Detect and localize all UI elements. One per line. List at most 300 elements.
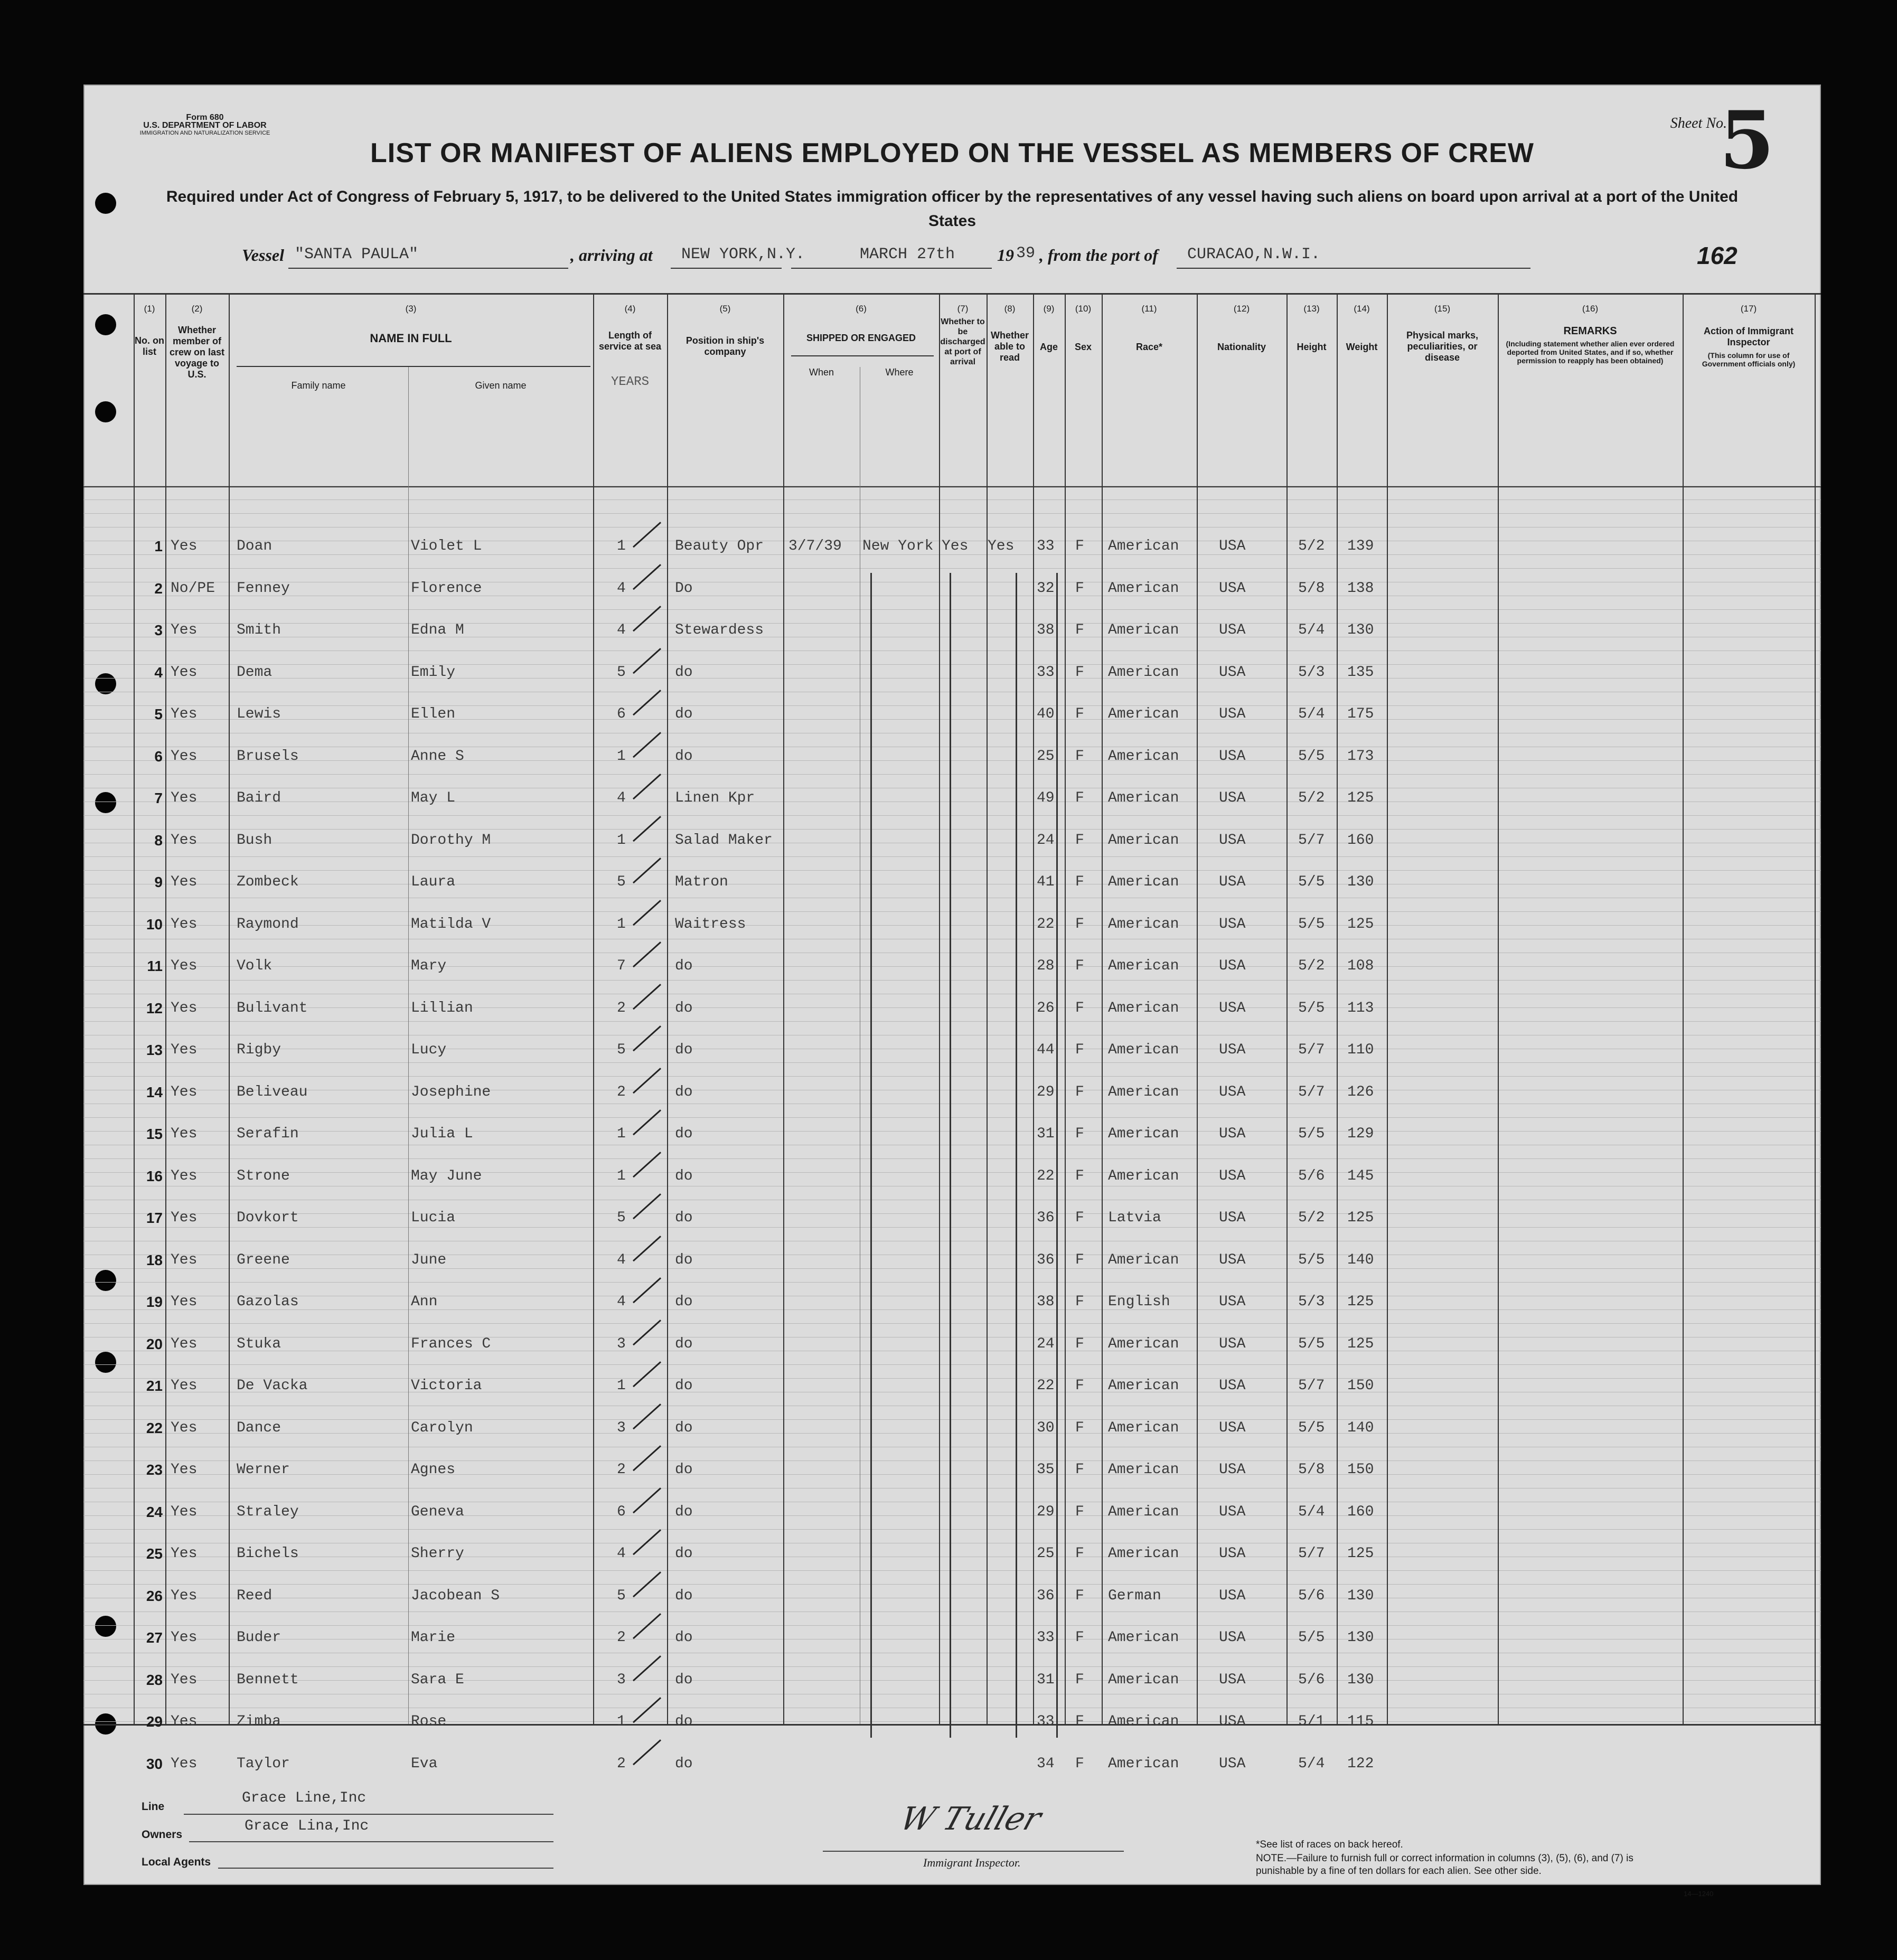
race: American: [1108, 538, 1179, 554]
header-crew-last-voyage: Whether member of crew on last voyage to U.S.: [169, 325, 225, 380]
column-number: (4): [624, 304, 636, 314]
column-number: (13): [1303, 304, 1320, 314]
height: 5/5: [1298, 748, 1325, 765]
age: 25: [1037, 748, 1055, 765]
column-number: (2): [191, 304, 203, 314]
given-name: Julia L: [411, 1126, 473, 1142]
given-name: Anne S: [411, 748, 464, 765]
check-mark: [633, 732, 661, 758]
owners-value: Grace Lina,Inc: [245, 1818, 369, 1834]
check-mark: [633, 774, 661, 799]
nationality: USA: [1219, 1167, 1246, 1184]
weight: 115: [1347, 1713, 1374, 1730]
family-name: Straley: [237, 1503, 299, 1520]
position: Do: [675, 580, 693, 597]
race: American: [1108, 1755, 1179, 1772]
row-number: 2: [154, 580, 163, 597]
nationality: USA: [1219, 748, 1246, 765]
length-of-service: 2: [617, 1462, 626, 1478]
family-name: Strone: [237, 1167, 290, 1184]
length-of-service: 7: [617, 958, 626, 974]
year-suffix: 39: [1016, 244, 1036, 262]
position: do: [675, 1755, 693, 1772]
weight: 130: [1347, 622, 1374, 638]
row-number: 18: [146, 1251, 163, 1268]
length-of-service: 3: [617, 1419, 626, 1436]
page-number: 162: [1697, 242, 1738, 269]
table-row: [83, 1533, 1821, 1575]
header-discharged: Whether to be discharged at port of arrival: [940, 317, 985, 366]
position: Matron: [675, 874, 728, 890]
table-row: [83, 1155, 1821, 1197]
family-name: Zombeck: [237, 874, 299, 890]
sex: F: [1075, 1462, 1084, 1478]
inspector-label: Immigrant Inspector.: [923, 1856, 1021, 1869]
row-number: 24: [146, 1503, 163, 1520]
nationality: USA: [1219, 1546, 1246, 1562]
race: American: [1108, 1671, 1179, 1688]
length-of-service: 5: [617, 1587, 626, 1604]
family-name: Werner: [237, 1462, 290, 1478]
able-to-read: Yes: [988, 538, 1015, 554]
given-name: Carolyn: [411, 1419, 473, 1436]
crew-last-voyage: Yes: [171, 664, 198, 681]
given-name: Florence: [411, 580, 482, 597]
given-name: Laura: [411, 874, 456, 890]
length-of-service: 1: [617, 916, 626, 932]
nationality: USA: [1219, 1126, 1246, 1142]
nationality: USA: [1219, 1335, 1246, 1352]
age: 36: [1037, 1587, 1055, 1604]
nationality: USA: [1219, 916, 1246, 932]
weight: 145: [1347, 1167, 1374, 1184]
age: 33: [1037, 664, 1055, 681]
sex: F: [1075, 832, 1084, 849]
check-mark: [633, 1655, 661, 1681]
given-name: Sherry: [411, 1546, 464, 1562]
from-port: CURACAO,N.W.I.: [1187, 246, 1321, 263]
table-row: [83, 568, 1821, 609]
header-nationality: Nationality: [1217, 342, 1266, 352]
given-name: Josephine: [411, 1083, 491, 1100]
family-name: Serafin: [237, 1126, 299, 1142]
given-name: Lucia: [411, 1210, 456, 1226]
table-row: [83, 1365, 1821, 1407]
table-row: [83, 819, 1821, 861]
crew-last-voyage: Yes: [171, 1083, 198, 1100]
age: 35: [1037, 1462, 1055, 1478]
position: do: [675, 748, 693, 765]
header-position: Position in ship's company: [685, 335, 765, 357]
table-row: [83, 861, 1821, 903]
age: 36: [1037, 1251, 1055, 1268]
sex: F: [1075, 958, 1084, 974]
column-number: (15): [1434, 304, 1451, 314]
header-sex: Sex: [1074, 342, 1092, 352]
nationality: USA: [1219, 1042, 1246, 1058]
weight: 125: [1347, 790, 1374, 806]
family-name: Bulivant: [237, 1000, 308, 1016]
race: American: [1108, 1713, 1179, 1730]
crew-last-voyage: Yes: [171, 1755, 198, 1772]
family-name: Bennett: [237, 1671, 299, 1688]
table-row: [83, 945, 1821, 987]
height: 5/8: [1298, 1462, 1325, 1478]
age: 38: [1037, 1294, 1055, 1310]
given-name: Jacobean S: [411, 1587, 500, 1604]
table-row: [83, 1281, 1821, 1323]
given-name: Lillian: [411, 1000, 473, 1016]
length-of-service: 1: [617, 1126, 626, 1142]
weight: 125: [1347, 916, 1374, 932]
crew-last-voyage: Yes: [171, 874, 198, 890]
position: do: [675, 1294, 693, 1310]
nationality: USA: [1219, 622, 1246, 638]
nationality: USA: [1219, 874, 1246, 890]
position: Linen Kpr: [675, 790, 755, 806]
nationality: USA: [1219, 706, 1246, 722]
height: 5/7: [1298, 1083, 1325, 1100]
length-of-service: 4: [617, 1294, 626, 1310]
row-number: 26: [146, 1587, 163, 1604]
nationality: USA: [1219, 958, 1246, 974]
given-name: Victoria: [411, 1378, 482, 1394]
table-row: [83, 1407, 1821, 1449]
sex: F: [1075, 1755, 1084, 1772]
table-row: [83, 1029, 1821, 1071]
given-name: May June: [411, 1167, 482, 1184]
family-name: Fenney: [237, 580, 290, 597]
weight: 138: [1347, 580, 1374, 597]
crew-last-voyage: Yes: [171, 1167, 198, 1184]
line-value: Grace Line,Inc: [242, 1790, 367, 1806]
weight: 173: [1347, 748, 1374, 765]
sex: F: [1075, 1042, 1084, 1058]
page-title: LIST OR MANIFEST OF ALIENS EMPLOYED ON THE VESSEL AS MEMBERS OF CREW: [370, 138, 1534, 168]
sex: F: [1075, 580, 1084, 597]
age: 22: [1037, 1378, 1055, 1394]
column-number: (11): [1141, 304, 1157, 314]
age: 41: [1037, 874, 1055, 890]
column-number: (14): [1354, 304, 1370, 314]
height: 5/5: [1298, 1419, 1325, 1436]
race: American: [1108, 1126, 1179, 1142]
header-where: Where: [885, 367, 914, 378]
row-number: 7: [154, 790, 163, 806]
crew-last-voyage: Yes: [171, 1587, 198, 1604]
check-mark: [633, 1236, 661, 1261]
row-number: 28: [146, 1671, 163, 1688]
family-name: Taylor: [237, 1755, 290, 1772]
position: do: [675, 1042, 693, 1058]
row-number: 23: [146, 1462, 163, 1478]
weight: 175: [1347, 706, 1374, 722]
check-mark: [633, 1571, 661, 1597]
nationality: USA: [1219, 1419, 1246, 1436]
ditto-line: [1016, 573, 1017, 1738]
age: 29: [1037, 1083, 1055, 1100]
position: do: [675, 1503, 693, 1520]
header-physical-marks: Physical marks, peculiarities, or disease: [1406, 330, 1479, 363]
position: do: [675, 1462, 693, 1478]
position: do: [675, 958, 693, 974]
height: 5/2: [1298, 538, 1325, 554]
sex: F: [1075, 706, 1084, 722]
family-name: Doan: [237, 538, 273, 554]
table-row: [83, 736, 1821, 777]
crew-last-voyage: Yes: [171, 1378, 198, 1394]
header-when: When: [809, 367, 834, 378]
table-row: [83, 1239, 1821, 1281]
crew-last-voyage: Yes: [171, 1629, 198, 1646]
height: 5/5: [1298, 1251, 1325, 1268]
position: Stewardess: [675, 622, 764, 638]
length-of-service: 5: [617, 1210, 626, 1226]
nationality: USA: [1219, 1503, 1246, 1520]
sex: F: [1075, 1126, 1084, 1142]
ditto-line: [1056, 573, 1058, 1738]
crew-last-voyage: Yes: [171, 832, 198, 849]
family-name: Gazolas: [237, 1294, 299, 1310]
given-name: Marie: [411, 1629, 456, 1646]
check-mark: [633, 941, 661, 967]
sex: F: [1075, 874, 1084, 890]
race: American: [1108, 916, 1179, 932]
given-name: Emily: [411, 664, 456, 681]
column-number: (7): [957, 304, 969, 314]
family-name: Lewis: [237, 706, 281, 722]
table-row: [83, 1617, 1821, 1659]
position: do: [675, 1546, 693, 1562]
height: 5/5: [1298, 1000, 1325, 1016]
line-label: Line: [142, 1801, 165, 1813]
department-header: [126, 114, 284, 137]
race: American: [1108, 1503, 1179, 1520]
column-number: (12): [1233, 304, 1250, 314]
check-mark: [633, 1109, 661, 1135]
check-mark: [633, 1613, 661, 1639]
sheet-number: 5: [1719, 94, 1774, 187]
weight: 130: [1347, 874, 1374, 890]
column-number: (9): [1043, 304, 1055, 314]
race: American: [1108, 958, 1179, 974]
column-number: (6): [856, 304, 867, 314]
given-name: Agnes: [411, 1462, 456, 1478]
position: Waitress: [675, 916, 746, 932]
vessel-label: Vessel: [242, 246, 284, 265]
check-mark: [633, 1697, 661, 1723]
age: 30: [1037, 1419, 1055, 1436]
given-name: Violet L: [411, 538, 482, 554]
crew-last-voyage: Yes: [171, 1462, 198, 1478]
age: 44: [1037, 1042, 1055, 1058]
row-number: 10: [146, 916, 163, 932]
length-of-service: 1: [617, 748, 626, 765]
table-row: [83, 1323, 1821, 1365]
column-number: (3): [405, 304, 417, 314]
family-name: Stuka: [237, 1335, 281, 1352]
given-name: May L: [411, 790, 456, 806]
nationality: USA: [1219, 1462, 1246, 1478]
given-name: Ann: [411, 1294, 438, 1310]
family-name: Baird: [237, 790, 281, 806]
weight: 160: [1347, 1503, 1374, 1520]
height: 5/7: [1298, 1546, 1325, 1562]
race: American: [1108, 1083, 1179, 1100]
race: American: [1108, 790, 1179, 806]
arriving-date: MARCH 27th: [860, 246, 955, 263]
family-name: Dema: [237, 664, 273, 681]
table-row: [83, 1491, 1821, 1533]
row-number: 17: [146, 1210, 163, 1226]
row-number: 9: [154, 874, 163, 890]
row-number: 5: [154, 706, 163, 722]
header-length-of-service: Length of service at sea: [598, 330, 662, 352]
height: 5/5: [1298, 1335, 1325, 1352]
weight: 140: [1347, 1419, 1374, 1436]
given-name: Edna M: [411, 622, 464, 638]
table-row: [83, 1197, 1821, 1239]
sex: F: [1075, 1671, 1084, 1688]
weight: 130: [1347, 1629, 1374, 1646]
table-row: [83, 652, 1821, 693]
nationality: USA: [1219, 1671, 1246, 1688]
table-row: [83, 1113, 1821, 1155]
length-of-service: 6: [617, 1503, 626, 1520]
age: 29: [1037, 1503, 1055, 1520]
race: American: [1108, 748, 1179, 765]
weight: 110: [1347, 1042, 1374, 1058]
check-mark: [633, 1529, 661, 1555]
crew-last-voyage: Yes: [171, 1546, 198, 1562]
from-label: , from the port of: [1039, 246, 1158, 265]
length-of-service: 4: [617, 1546, 626, 1562]
height: 5/5: [1298, 1629, 1325, 1646]
nationality: USA: [1219, 1587, 1246, 1604]
length-of-service: 4: [617, 790, 626, 806]
given-name: Matilda V: [411, 916, 491, 932]
position: do: [675, 1629, 693, 1646]
sex: F: [1075, 1503, 1084, 1520]
height: 5/2: [1298, 958, 1325, 974]
family-name: Raymond: [237, 916, 299, 932]
age: 49: [1037, 790, 1055, 806]
race: American: [1108, 664, 1179, 681]
row-number: 25: [146, 1546, 163, 1562]
position: do: [675, 1419, 693, 1436]
length-of-service: 4: [617, 1251, 626, 1268]
age: 22: [1037, 916, 1055, 932]
age: 31: [1037, 1671, 1055, 1688]
check-mark: [633, 1068, 661, 1094]
sex: F: [1075, 1546, 1084, 1562]
position: do: [675, 1000, 693, 1016]
header-weight: Weight: [1346, 342, 1378, 352]
race: American: [1108, 1378, 1179, 1394]
column-number: (10): [1075, 304, 1092, 314]
weight: 140: [1347, 1251, 1374, 1268]
check-mark: [633, 900, 661, 926]
weight: 125: [1347, 1335, 1374, 1352]
race: American: [1108, 1000, 1179, 1016]
arriving-place: NEW YORK,N.Y.: [681, 246, 805, 263]
row-number: 14: [146, 1083, 163, 1100]
race: American: [1108, 1042, 1179, 1058]
length-of-service: 1: [617, 832, 626, 849]
length-of-service: 3: [617, 1335, 626, 1352]
position: do: [675, 1083, 693, 1100]
crew-last-voyage: Yes: [171, 916, 198, 932]
height: 5/3: [1298, 664, 1325, 681]
department-name: U.S. DEPARTMENT OF LABOR: [143, 121, 267, 130]
nationality: USA: [1219, 1210, 1246, 1226]
sex: F: [1075, 790, 1084, 806]
weight: 125: [1347, 1546, 1374, 1562]
position: do: [675, 1335, 693, 1352]
check-mark: [633, 1152, 661, 1177]
length-of-service: 3: [617, 1671, 626, 1688]
ditto-line: [950, 573, 951, 1738]
given-name: Ellen: [411, 706, 456, 722]
given-name: Lucy: [411, 1042, 447, 1058]
penalty-note: NOTE.—Failure to furnish full or correct information in columns (3), (5), (6), and (7) is punishable by a fine of ten dollars for each alien. See other side.: [1256, 1853, 1633, 1877]
weight: 113: [1347, 1000, 1374, 1016]
age: 25: [1037, 1546, 1055, 1562]
table-row: [83, 1071, 1821, 1113]
length-of-service: 5: [617, 874, 626, 890]
given-name: Frances C: [411, 1335, 491, 1352]
sex: F: [1075, 538, 1084, 554]
race: American: [1108, 874, 1179, 890]
manifest-footer: [83, 1729, 1821, 1898]
weight: 139: [1347, 538, 1374, 554]
nationality: USA: [1219, 1629, 1246, 1646]
crew-last-voyage: Yes: [171, 1126, 198, 1142]
sex: F: [1075, 1419, 1084, 1436]
check-mark: [633, 1361, 661, 1387]
given-name: Eva: [411, 1755, 438, 1772]
crew-last-voyage: Yes: [171, 790, 198, 806]
weight: 126: [1347, 1083, 1374, 1100]
family-name: Dance: [237, 1419, 281, 1436]
check-mark: [633, 564, 661, 590]
position: do: [675, 1167, 693, 1184]
race: American: [1108, 1546, 1179, 1562]
position: do: [675, 1210, 693, 1226]
height: 5/5: [1298, 916, 1325, 932]
owners-label: Owners: [142, 1829, 183, 1841]
weight: 125: [1347, 1210, 1374, 1226]
crew-last-voyage: Yes: [171, 1294, 198, 1310]
family-name: Bichels: [237, 1546, 299, 1562]
length-of-service: 5: [617, 664, 626, 681]
height: 5/6: [1298, 1587, 1325, 1604]
header-remarks: REMARKS: [1563, 325, 1617, 337]
length-of-service: 5: [617, 1042, 626, 1058]
length-of-service: 2: [617, 1083, 626, 1100]
race: American: [1108, 1167, 1179, 1184]
given-name: Geneva: [411, 1503, 464, 1520]
row-number: 15: [146, 1126, 163, 1142]
header-shipped-or-engaged: SHIPPED OR ENGAGED: [806, 333, 916, 343]
height: 5/7: [1298, 1378, 1325, 1394]
ditto-line: [870, 573, 872, 1738]
family-name: Volk: [237, 958, 273, 974]
table-row: [83, 987, 1821, 1029]
family-name: De Vacka: [237, 1378, 308, 1394]
crew-last-voyage: Yes: [171, 1042, 198, 1058]
check-mark: [633, 816, 661, 842]
